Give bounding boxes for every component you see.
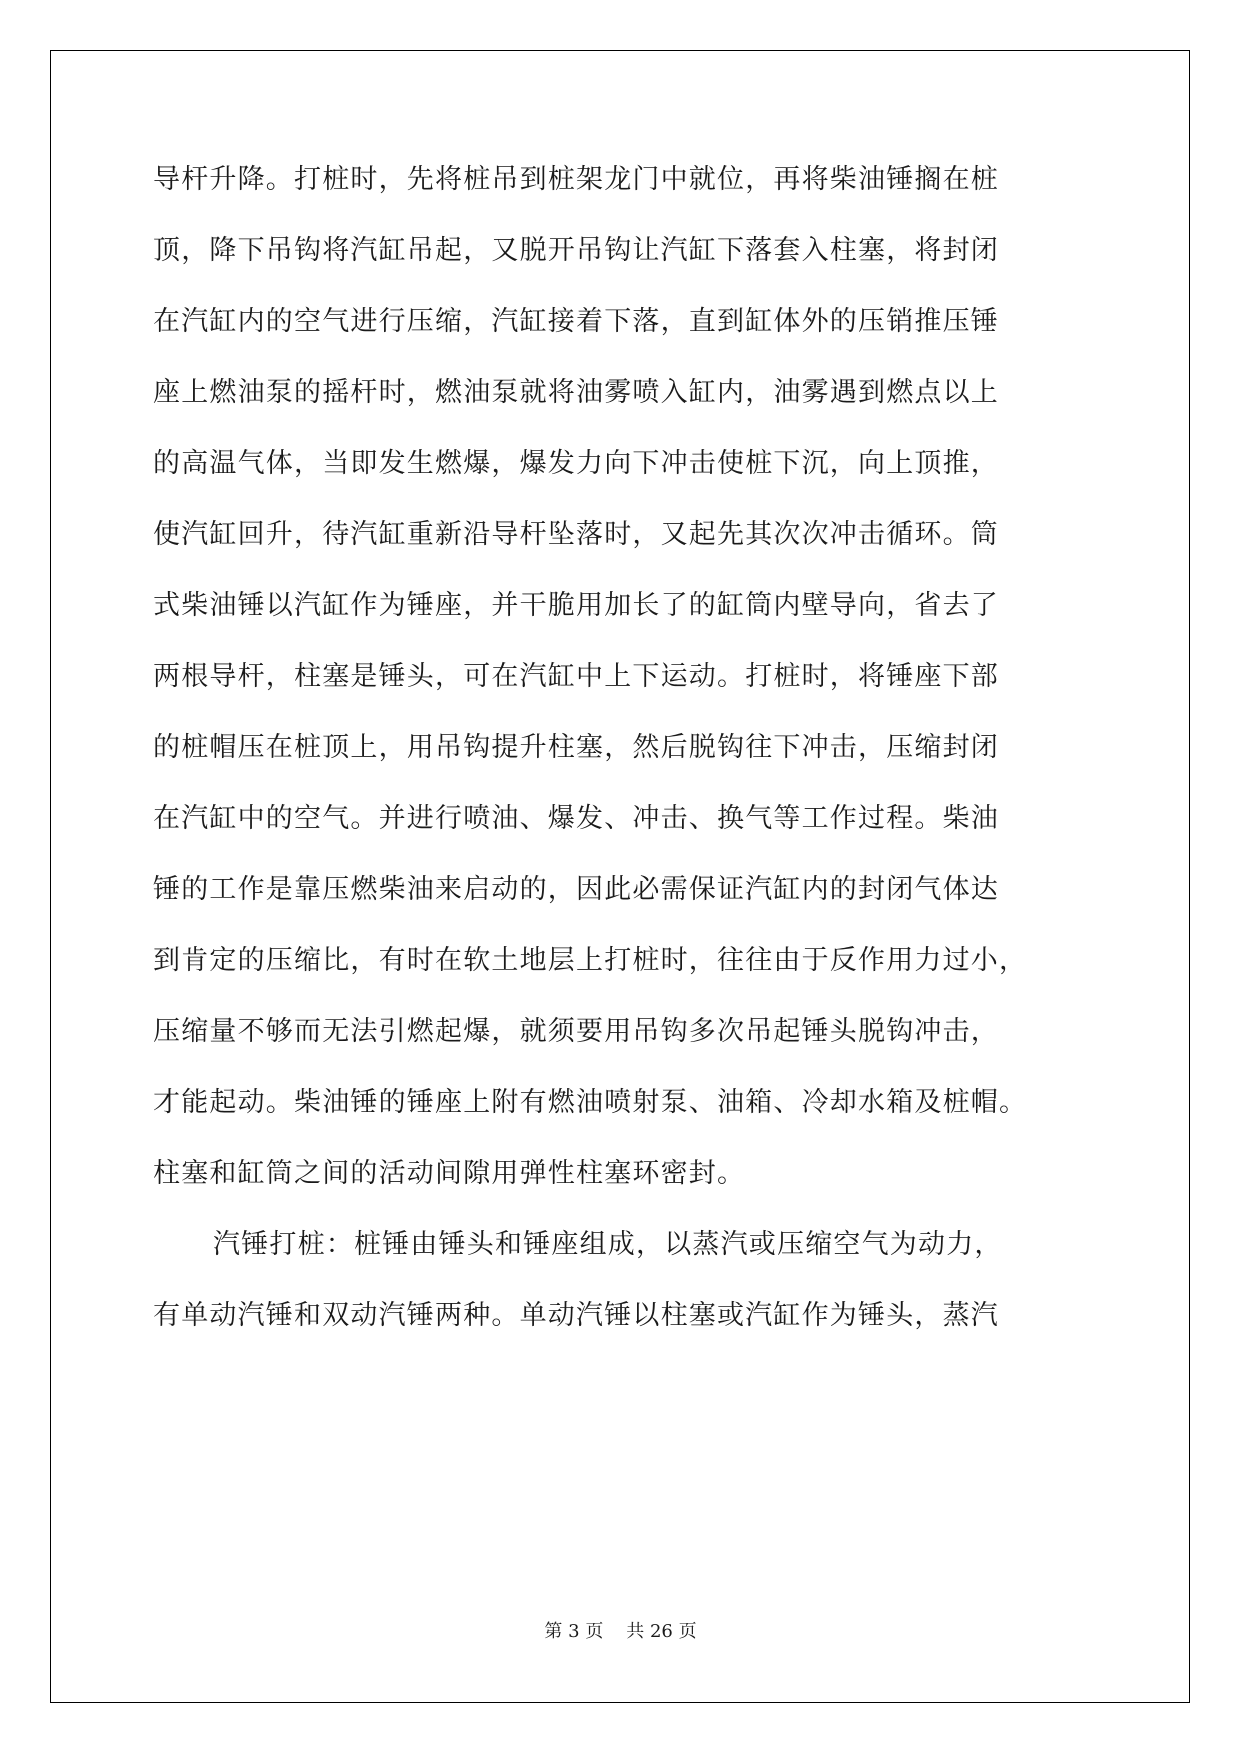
text-line: 到肯定的压缩比，有时在软土地层上打桩时，往往由于反作用力过小，	[153, 945, 1028, 976]
text-line: 锤的工作是靠压燃柴油来启动的，因此必需保证汽缸内的封闭气体达	[153, 874, 999, 905]
text-line: 在汽缸内的空气进行压缩，汽缸接着下落，直到缸体外的压销推压锤	[153, 306, 999, 337]
page-number: 第 3 页	[544, 1621, 604, 1642]
page-footer	[0, 1620, 1241, 1644]
text-line: 才能起动。柴油锤的锤座上附有燃油喷射泵、油箱、冷却水箱及桩帽。	[153, 1087, 1028, 1118]
text-line: 两根导杆，柱塞是锤头，可在汽缸中上下运动。打桩时，将锤座下部	[153, 661, 999, 692]
text-line: 有单动汽锤和双动汽锤两种。单动汽锤以柱塞或汽缸作为锤头，蒸汽	[153, 1300, 999, 1331]
text-line: 汽锤打桩：桩锤由锤头和锤座组成，以蒸汽或压缩空气为动力，	[213, 1229, 1003, 1260]
text-line: 式柴油锤以汽缸作为锤座，并干脆用加长了的缸筒内壁导向，省去了	[153, 590, 999, 621]
text-line: 座上燃油泵的摇杆时，燃油泵就将油雾喷入缸内，油雾遇到燃点以上	[153, 377, 999, 408]
total-pages: 共 26 页	[626, 1621, 697, 1642]
text-line: 柱塞和缸筒之间的活动间隙用弹性柱塞环密封。	[153, 1158, 746, 1189]
text-line: 导杆升降。打桩时，先将桩吊到桩架龙门中就位，再将柴油锤搁在桩	[153, 164, 999, 195]
text-line: 顶，降下吊钩将汽缸吊起，又脱开吊钩让汽缸下落套入柱塞，将封闭	[153, 235, 999, 266]
text-line: 的高温气体，当即发生燃爆，爆发力向下冲击使桩下沉，向上顶推，	[153, 448, 999, 479]
text-line: 使汽缸回升，待汽缸重新沿导杆坠落时，又起先其次次冲击循环。筒	[153, 519, 999, 550]
text-line: 压缩量不够而无法引燃起爆，就须要用吊钩多次吊起锤头脱钩冲击，	[153, 1016, 999, 1047]
text-line: 在汽缸中的空气。并进行喷油、爆发、冲击、换气等工作过程。柴油	[153, 803, 999, 834]
text-line: 的桩帽压在桩顶上，用吊钩提升柱塞，然后脱钩往下冲击，压缩封闭	[153, 732, 999, 763]
